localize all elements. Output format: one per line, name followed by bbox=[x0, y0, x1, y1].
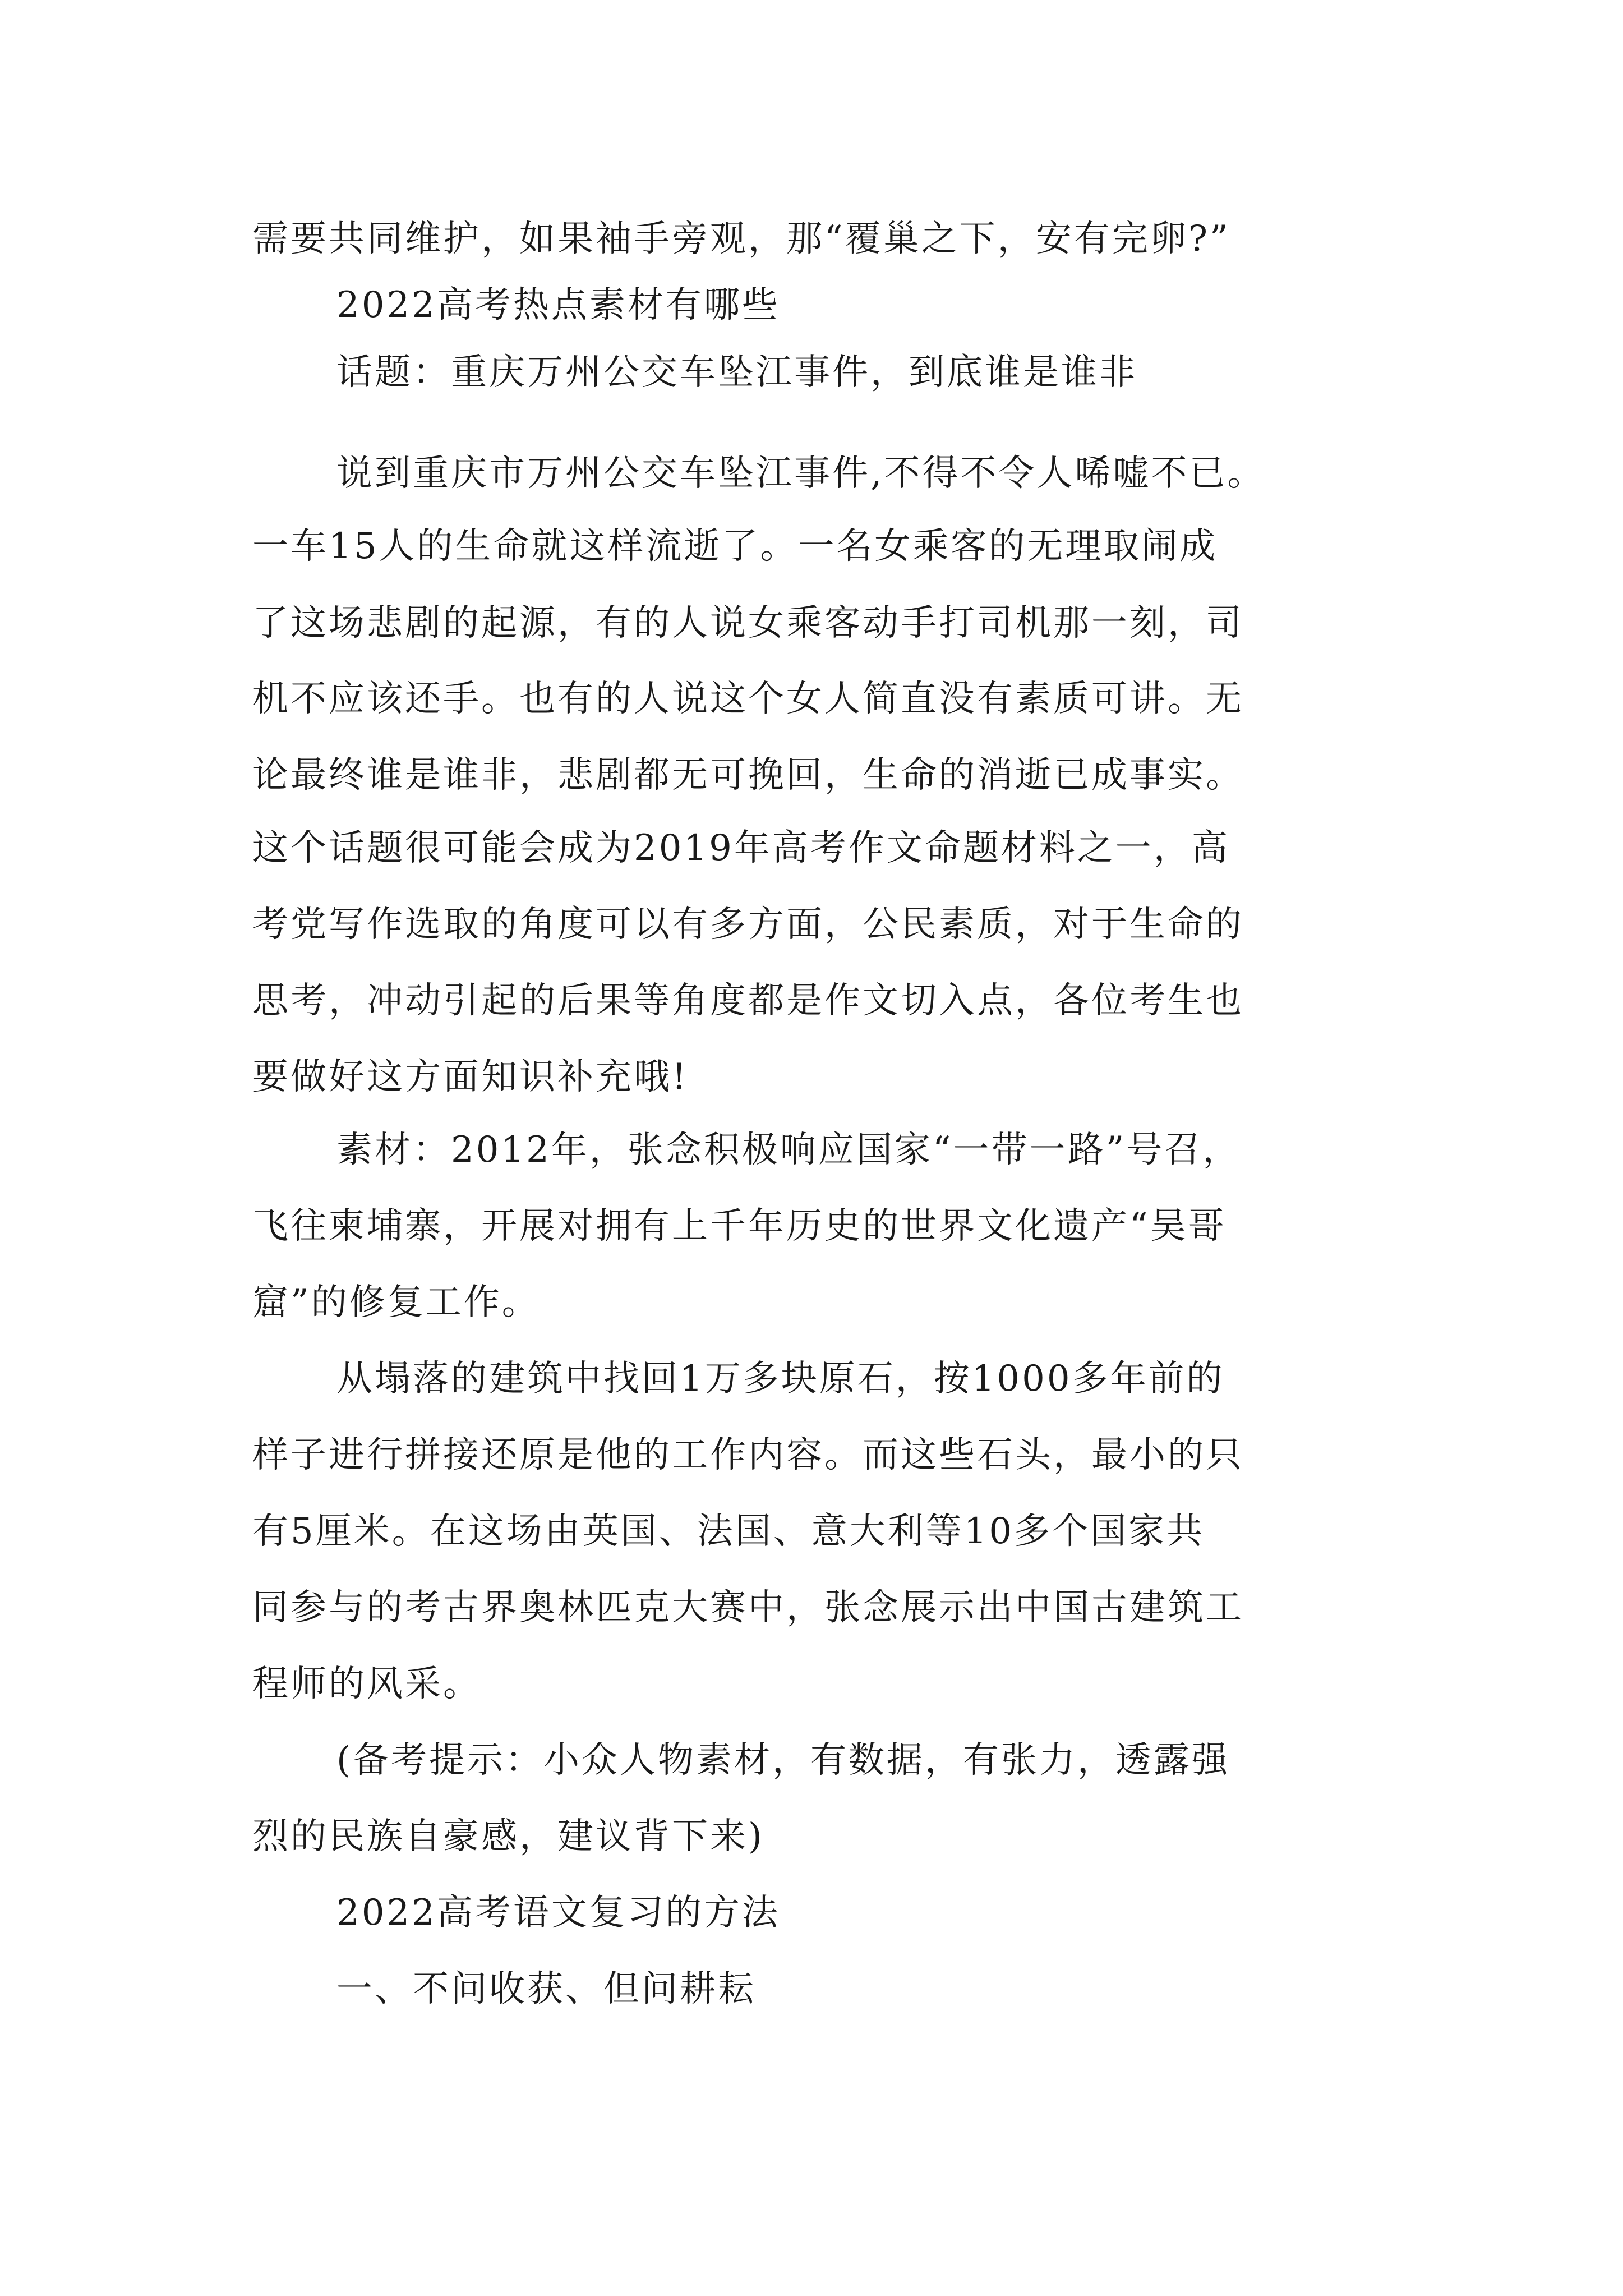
paragraph-line: (备考提示：小众人物素材，有数据，有张力，透露强 bbox=[336, 1740, 1230, 1781]
paragraph-line: 样子进行拼接还原是他的工作内容。而这些石头，最小的只 bbox=[252, 1434, 1244, 1476]
heading-hot-topics: 2022高考热点素材有哪些 bbox=[336, 284, 780, 326]
paragraph-line: 从塌落的建筑中找回1万多块原石，按1000多年前的 bbox=[336, 1358, 1225, 1400]
paragraph-line: 程师的风采。 bbox=[252, 1663, 481, 1705]
paragraph-line: 有5厘米。在这场由英国、法国、意大利等10多个国家共 bbox=[252, 1511, 1205, 1552]
paragraph-line: 飞往柬埔寨，开展对拥有上千年历史的世界文化遗产“吴哥 bbox=[252, 1205, 1227, 1247]
paragraph-line: 同参与的考古界奥林匹克大赛中，张念展示出中国古建筑工 bbox=[252, 1587, 1244, 1628]
heading-review-methods: 2022高考语文复习的方法 bbox=[336, 1892, 780, 1934]
paragraph-line: 论最终谁是谁非，悲剧都无可挽回，生命的消逝已成事实。 bbox=[252, 754, 1244, 796]
paragraph-line: 烈的民族自豪感，建议背下来) bbox=[252, 1816, 764, 1857]
text-line: 需要共同维护，如果袖手旁观，那“覆巢之下，安有完卵?” bbox=[252, 218, 1230, 260]
paragraph-line: 要做好这方面知识补充哦! bbox=[252, 1056, 689, 1098]
paragraph-line: 一车15人的生命就这样流逝了。一名女乘客的无理取闹成 bbox=[252, 526, 1218, 567]
paragraph-line: 窟”的修复工作。 bbox=[252, 1282, 540, 1323]
paragraph-line: 思考，冲动引起的后果等角度都是作文切入点，各位考生也 bbox=[252, 980, 1244, 1022]
paragraph-line: 了这场悲剧的起源，有的人说女乘客动手打司机那一刻，司 bbox=[252, 602, 1244, 644]
paragraph-line: 考党写作选取的角度可以有多方面，公民素质，对于生命的 bbox=[252, 904, 1244, 945]
paragraph-line: 说到重庆市万州公交车坠江事件,不得不令人唏嘘不已。 bbox=[336, 453, 1266, 494]
paragraph-line: 机不应该还手。也有的人说这个女人简直没有素质可讲。无 bbox=[252, 678, 1244, 720]
subheading-one: 一、不问收获、但问耕耘 bbox=[336, 1968, 756, 2010]
topic-title: 话题：重庆万州公交车坠江事件，到底谁是谁非 bbox=[336, 352, 1137, 393]
paragraph-line: 这个话题很可能会成为2019年高考作文命题材料之一，高 bbox=[252, 827, 1230, 869]
paragraph-line: 素材：2012年，张念积极响应国家“一带一路”号召， bbox=[336, 1129, 1241, 1171]
